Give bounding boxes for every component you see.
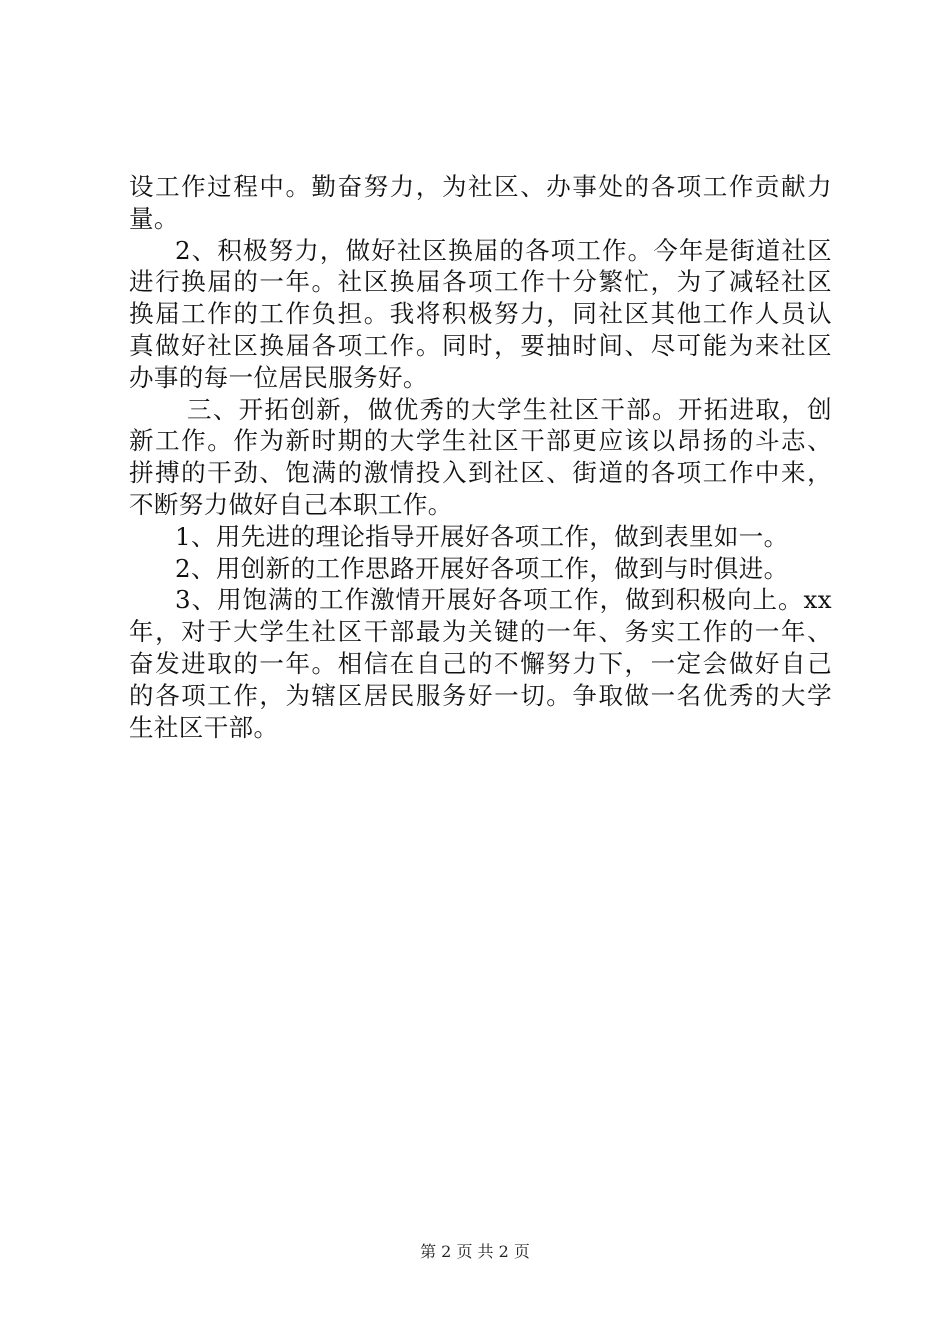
text-line: 换届工作的工作负担。我将积极努力，同社区其他工作人员认 (129, 299, 832, 329)
text-line: 2、积极努力，做好社区换届的各项工作。今年是街道社区 (175, 235, 832, 265)
text-line: 进行换届的一年。社区换届各项工作十分繁忙，为了减轻社区 (129, 267, 832, 297)
text-line: 设工作过程中。勤奋努力，为社区、办事处的各项工作贡献力 (129, 172, 832, 201)
text-line: 奋发进取的一年。相信在自己的不懈努力下，一定会做好自己 (129, 648, 832, 678)
text-line: 量。 (129, 203, 179, 233)
text-line: 3、用饱满的工作激情开展好各项工作，做到积极向上。xx (175, 585, 832, 615)
text-line: 的各项工作，为辖区居民服务好一切。争取做一名优秀的大学 (129, 680, 832, 710)
text-line: 新工作。作为新时期的大学生社区干部更应该以昂扬的斗志、 (129, 426, 832, 456)
document-body (129, 171, 832, 743)
page-number-footer: 第 2 页 共 2 页 (420, 1242, 530, 1261)
text-line: 2、用创新的工作思路开展好各项工作，做到与时俱进。 (175, 553, 789, 583)
text-line: 不断努力做好自己本职工作。 (129, 489, 453, 519)
text-line: 办事的每一位居民服务好。 (129, 362, 428, 392)
text-line: 三、开拓创新，做优秀的大学生社区干部。开拓进取，创 (187, 394, 832, 424)
text-line: 真做好社区换届各项工作。同时，要抽时间、尽可能为来社区 (129, 330, 832, 360)
text-line: 年，对于大学生社区干部最为关键的一年、务实工作的一年、 (129, 617, 832, 647)
text-line: 拼搏的干劲、饱满的激情投入到社区、街道的各项工作中来， (129, 458, 832, 488)
text-line: 生社区干部。 (129, 712, 279, 742)
text-line: 1、用先进的理论指导开展好各项工作，做到表里如一。 (175, 521, 789, 551)
